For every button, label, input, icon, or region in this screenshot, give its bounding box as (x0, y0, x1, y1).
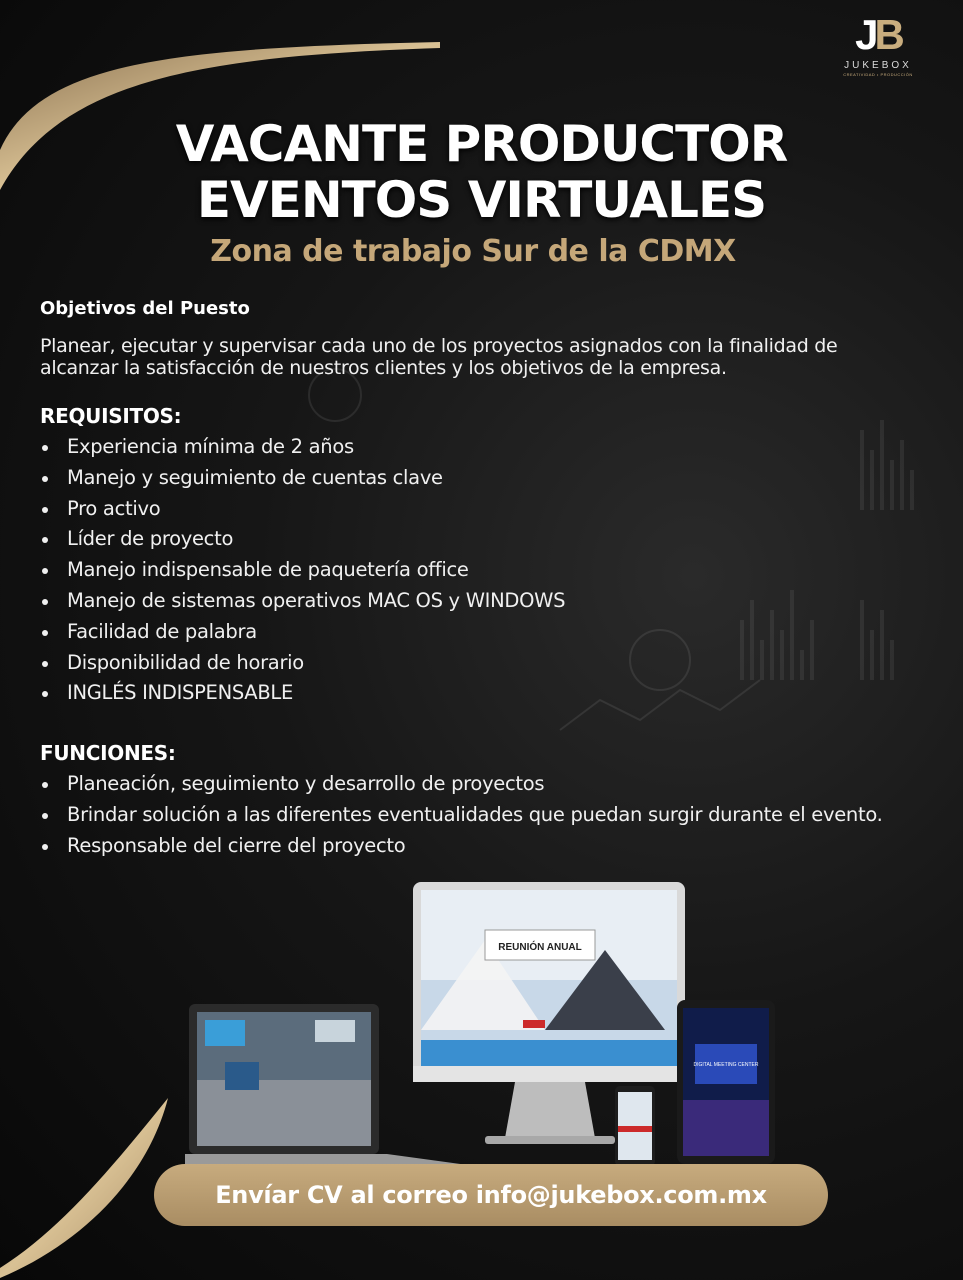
logo-tagline: CREATIVIDAD • PRODUCCIÓN (843, 72, 913, 77)
list-item: Disponibilidad de horario (40, 648, 920, 679)
jukebox-logo (833, 11, 923, 77)
list-item: Responsable del cierre del proyecto (40, 831, 920, 862)
logo-mark: JB (855, 11, 901, 58)
poster-title (0, 116, 963, 228)
objectives-text: Planear, ejecutar y supervisar cada uno de los proyectos asignados con la finalidad de alcanzar la satisfacción de nuestros clientes y los objetivos de la empresa. (40, 335, 838, 379)
objectives-heading: Objetivos del Puesto (40, 298, 250, 319)
functions-heading: FUNCIONES: (40, 741, 176, 766)
list-item: Líder de proyecto (40, 524, 920, 555)
list-item: Manejo indispensable de paquetería office (40, 555, 920, 586)
functions-list (40, 769, 920, 861)
tablet-screen-text: DIGITAL MEETING CENTER (693, 1062, 759, 1068)
list-item: Experiencia mínima de 2 años (40, 432, 920, 463)
monitor-banner-text: REUNIÓN ANUAL (498, 942, 582, 953)
devices-illustration (185, 880, 785, 1170)
logo-name: JUKEBOX (844, 60, 912, 71)
tablet (677, 1000, 775, 1164)
title-line-1: VACANTE PRODUCTOR (175, 115, 788, 173)
list-item: Facilidad de palabra (40, 617, 920, 648)
title-line-2: EVENTOS VIRTUALES (196, 171, 767, 229)
requirements-heading: REQUISITOS: (40, 404, 182, 428)
job-details (40, 298, 920, 862)
list-item: INGLÉS INDISPENSABLE (40, 678, 920, 709)
work-zone-subtitle: Zona de trabajo Sur de la CDMX (210, 234, 736, 269)
list-item: Brindar solución a las diferentes eventualidades que puedan surgir durante el evento. (40, 800, 920, 831)
list-item: Manejo y seguimiento de cuentas clave (40, 463, 920, 494)
requirements-list (40, 432, 920, 709)
list-item: Manejo de sistemas operativos MAC OS y WINDOWS (40, 586, 920, 617)
list-item: Pro activo (40, 494, 920, 525)
send-cv-email-banner: Envíar CV al correo info@jukebox.com.mx (154, 1164, 828, 1226)
list-item: Planeación, seguimiento y desarrollo de proyectos (40, 769, 920, 800)
smartphone (615, 1086, 655, 1166)
